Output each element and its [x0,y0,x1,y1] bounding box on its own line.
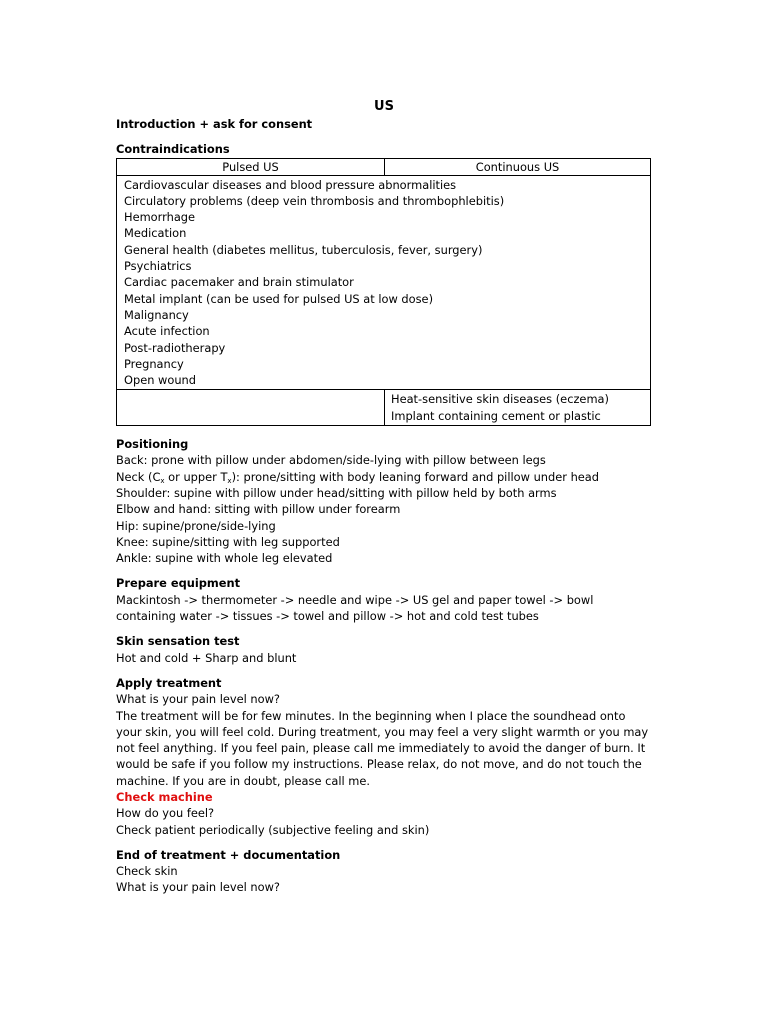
list-item: Circulatory problems (deep vein thrombosis and thrombophlebitis) [124,193,505,208]
positioning-ankle: Ankle: supine with whole leg elevated [116,551,333,566]
pulsed-only-cell [117,390,385,426]
list-item: Implant containing cement or plastic [391,408,601,423]
end-heading: End of treatment + documentation [116,847,341,862]
list-item: Psychiatrics [124,259,192,274]
check-machine-text: Check machine [116,789,213,804]
positioning-knee: Knee: supine/sitting with leg supported [116,534,340,549]
skin-test-heading: Skin sensation test [116,634,240,649]
list-item: Pregnancy [124,356,184,371]
apply-question: What is your pain level now? [116,692,280,707]
contraindications-table [116,158,651,426]
list-item: Hemorrhage [124,210,196,225]
list-item: Cardiovascular diseases and blood pressure abnormalities [124,177,457,192]
check-skin-text: Check skin [116,864,178,879]
apply-instruction-line: machine. If you are in doubt, please call me. [116,773,370,788]
positioning-shoulder: Shoulder: supine with pillow under head/sitting with pillow held by both arms [116,485,557,500]
neck-text: ): prone/sitting with body leaning forward and pillow under head [231,469,600,484]
contraindications-heading: Contraindications [116,142,230,157]
table-row-specific [117,390,651,426]
positioning-hip: Hip: supine/prone/side-lying [116,518,276,533]
apply-heading: Apply treatment [116,675,222,690]
positioning-elbow: Elbow and hand: sitting with pillow under forearm [116,502,401,517]
neck-text: or upper T [164,469,228,484]
list-item: Medication [124,226,187,241]
end-question: What is your pain level now? [116,880,280,895]
list-item: Acute infection [124,324,210,339]
table-row-shared [117,175,651,390]
positioning-neck [116,469,656,485]
list-item: Open wound [124,373,196,388]
document-body [116,116,656,896]
apply-instruction-line: your skin, you will feel cold. During treatment, you may feel a very slight warmth or you may [116,724,649,739]
list-item: Malignancy [124,307,189,322]
neck-subscript: x [160,476,165,485]
skin-test-text: Hot and cold + Sharp and blunt [116,650,297,665]
equipment-heading: Prepare equipment [116,576,241,591]
apply-instruction-line: The treatment will be for few minutes. In the beginning when I place the soundhead onto [116,708,626,723]
neck-subscript: x [227,476,232,485]
positioning-back: Back: prone with pillow under abdomen/side-lying with pillow between legs [116,453,546,468]
list-item: General health (diabetes mellitus, tuberculosis, fever, surgery) [124,242,483,257]
equipment-line: containing water -> tissues -> towel and pillow -> hot and cold test tubes [116,609,539,624]
check-patient-text: Check patient periodically (subjective feeling and skin) [116,822,430,837]
list-item: Metal implant (can be used for pulsed US at low dose) [124,291,434,306]
column-header-pulsed: Pulsed US [117,158,385,175]
intro-heading: Introduction + ask for consent [116,117,313,131]
continuous-only-cell [385,390,651,426]
list-item: Cardiac pacemaker and brain stimulator [124,275,354,290]
shared-contraindications-cell [117,175,651,390]
list-item: Heat-sensitive skin diseases (eczema) [391,392,609,407]
neck-text: Neck (C [116,469,161,484]
equipment-line: Mackintosh -> thermometer -> needle and wipe -> US gel and paper towel -> bowl [116,592,594,607]
how-feel-text: How do you feel? [116,806,215,821]
list-item: Post-radiotherapy [124,340,226,355]
apply-instruction-line: would be safe if you follow my instructions. Please relax, do not move, and do not touch the [116,757,642,772]
column-header-continuous: Continuous US [385,158,651,175]
positioning-heading: Positioning [116,437,189,452]
apply-instruction-line: not feel anything. If you feel pain, please call me immediately to avoid the danger of burn. It [116,741,646,756]
page-title: US [374,99,394,114]
